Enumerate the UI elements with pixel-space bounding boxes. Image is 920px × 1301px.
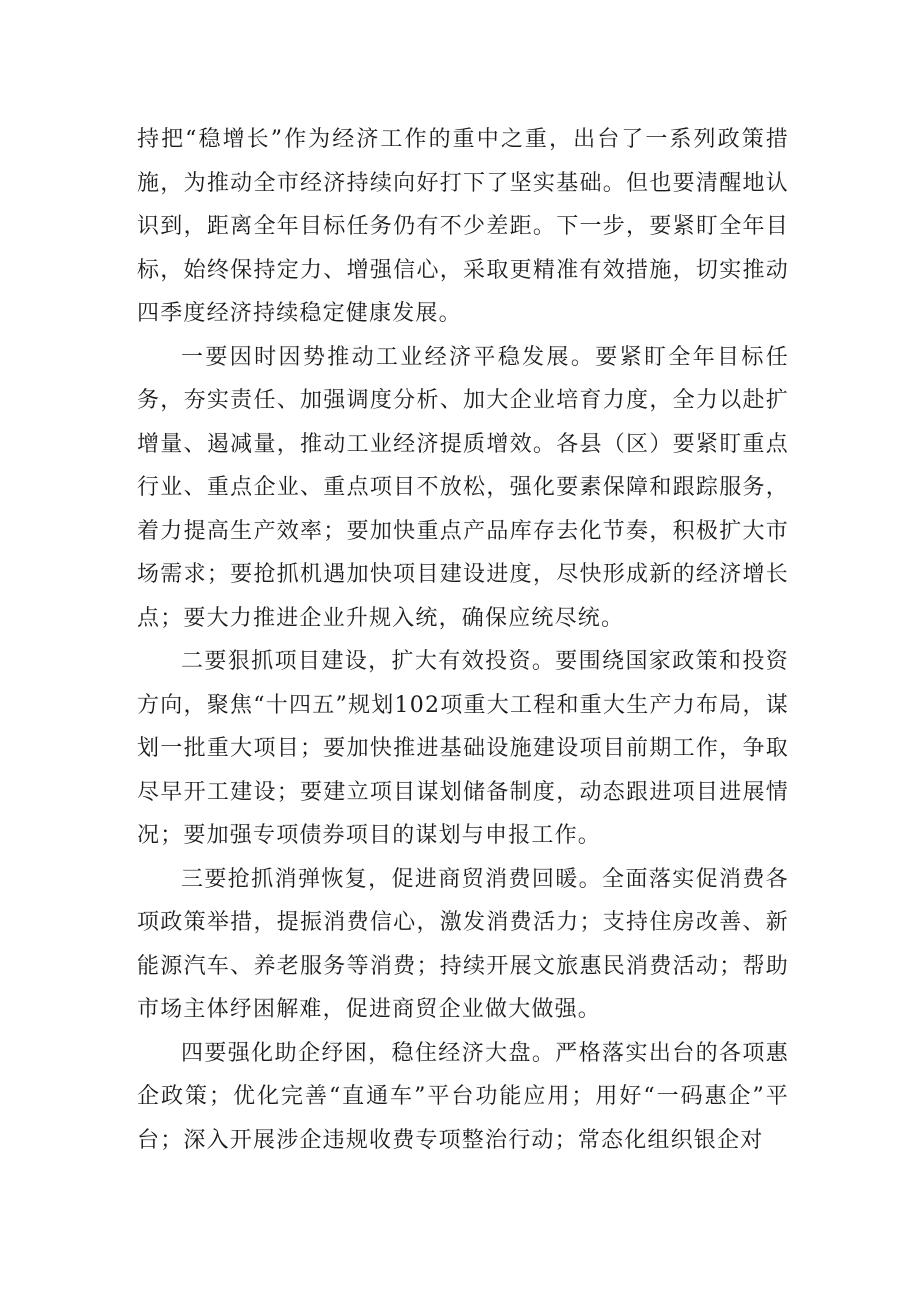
document-body [137, 118, 789, 1162]
paragraph-project-investment: 二要狠抓项目建设，扩大有效投资。要围绕国家政策和投资方向，聚焦“十四五”规划102项重大工程和重大生产力布局，谋划一批重大项目；要加快推进基础设施建设项目前期工作，争取尽早开工建设；要建立项目谋划储备制度，动态跟进项目进展情况；要加强专项债券项目的谋划与申报工作。 [137, 649, 789, 848]
paragraph-enterprise-relief: 四要强化助企纾困，稳住经济大盘。严格落实出台的各项惠企政策；优化完善“直通车”平台功能应用；用好“一码惠企”平台；深入开展涉企违规收费专项整治行动；常态化组织银企对 [137, 1040, 789, 1153]
paragraph-industrial-economy: 一要因时因势推动工业经济平稳发展。要紧盯全年目标任务，夯实责任、加强调度分析、加大企业培育力度，全力以赴扩增量、遏减量，推动工业经济提质增效。各县（区）要紧盯重点行业、重点企业、重点项目不放松，强化要素保障和跟踪服务，着力提高生产效率；要加快重点产品库存去化节奏，积极扩大市场需求；要抢抓机遇加快项目建设进度，尽快形成新的经济增长点；要大力推进企业升规入统，确保应统尽统。 [137, 344, 789, 631]
paragraph-continuation: 持把“稳增长”作为经济工作的重中之重，出台了一系列政策措施，为推动全市经济持续向好打下了坚实基础。但也要清醒地认识到，距离全年目标任务仍有不少差距。下一步，要紧盯全年目标，始终保持定力、增强信心，采取更精准有效措施，切实推动四季度经济持续稳定健康发展。 [137, 127, 789, 326]
paragraph-consumption: 三要抢抓消弹恢复，促进商贸消费回暖。全面落实促消费各项政策举措，提振消费信心，激发消费活力；支持住房改善、新能源汽车、养老服务等消费；持续开展文旅惠民消费活动；帮助市场主体纾困解难，促进商贸企业做大做强。 [137, 866, 789, 1022]
